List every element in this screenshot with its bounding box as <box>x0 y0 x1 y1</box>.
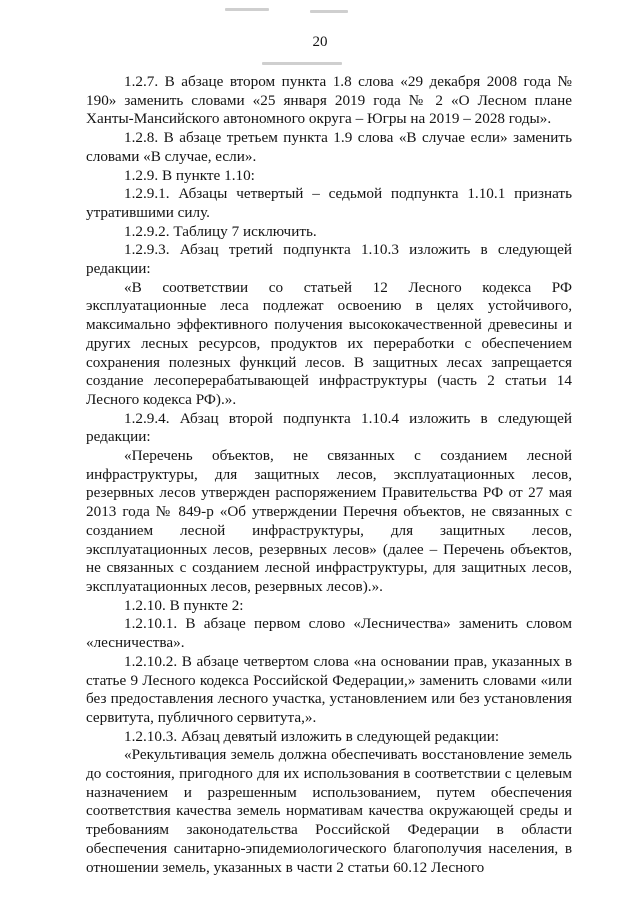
paragraph-1-2-9-4: 1.2.9.4. Абзац второй подпункта 1.10.4 изложить в следующей редакции: <box>86 409 572 446</box>
paragraph-1-2-9-1: 1.2.9.1. Абзацы четвертый – седьмой подпункта 1.10.1 признать утратившими силу. <box>86 185 572 221</box>
scan-artifact <box>310 10 348 13</box>
page-number: 20 <box>312 34 328 50</box>
paragraph-1-2-10-3: 1.2.10.3. Абзац девятый изложить в следующей редакции: <box>124 727 500 745</box>
paragraph-1-2-7: 1.2.7. В абзаце втором пункта 1.8 слова «29 декабря 2008 года № 190» заменить словами «25 января 2019 года № 2 «О Лесном плане Ханты-Мансийского автономного округа – Югры на 2019 – 2028 годы». <box>86 73 572 128</box>
paragraph-1-2-10-1: 1.2.10.1. В абзаце первом слово «Лесничества» заменить словом «лесничества». <box>86 615 572 652</box>
quote-land-recultivation: «Рекультивация земель должна обеспечивать восстановление земель до состояния, пригодного для их использования в соответствии с целевым назначением и разрешенным использованием, путем обеспечения соответствия качества земель нормативам качества окружающей среды и требованиям законодательства Российской Федерации в области обеспечения санитарно-эпидемиологического благополучия населения, в отношении земель, указанных в части 2 статьи 60.12 Лесного <box>86 746 572 876</box>
scan-artifact <box>225 8 269 11</box>
quote-objects-list: «Перечень объектов, не связанных с созданием лесной инфраструктуры, для защитных лесов, эксплуатационных лесов, резервных лесов утвержден распоряжением Правительства РФ от 27 мая 2013 года № 849-р «Об утверждении Перечня объектов, не связанных с созданием лесной инфраструктуры, для защитных лесов, эксплуатационных лесов, резервных лесов» (далее – Перечень объектов, не связанных с созданием лесной инфраструктуры, для защитных лесов, эксплуатационных лесов, резервных лесов).». <box>86 447 572 595</box>
paragraph-1-2-8: 1.2.8. В абзаце третьем пункта 1.9 слова «В случае если» заменить словами «В случае, если». <box>86 129 572 165</box>
document-body <box>86 73 572 877</box>
quote-forest-code-art-12: «В соответствии со статьей 12 Лесного кодекса РФ эксплуатационные леса подлежат освоению в целях устойчивого, максимально эффективного получения высококачественной древесины и других лесных ресурсов, продуктов их переработки с обеспечением сохранения полезных функций лесов. В защитных лесах запрещается создание лесоперерабатывающей инфраструктуры (часть 2 статьи 14 Лесного кодекса РФ).». <box>86 278 572 408</box>
paragraph-1-2-9: 1.2.9. В пункте 1.10: <box>124 166 255 184</box>
scan-artifact <box>262 62 342 65</box>
paragraph-1-2-9-3: 1.2.9.3. Абзац третий подпункта 1.10.3 изложить в следующей редакции: <box>86 241 572 278</box>
paragraph-1-2-10-2: 1.2.10.2. В абзаце четвертом слова «на основании прав, указанных в статье 9 Лесного кодекса Российской Федерации,» заменить словами «или без предоставления лесного участка, установлением или без установления сервитута, публичного сервитута,». <box>86 652 572 726</box>
paragraph-1-2-9-2: 1.2.9.2. Таблицу 7 исключить. <box>124 222 317 240</box>
paragraph-1-2-10: 1.2.10. В пункте 2: <box>124 596 244 614</box>
